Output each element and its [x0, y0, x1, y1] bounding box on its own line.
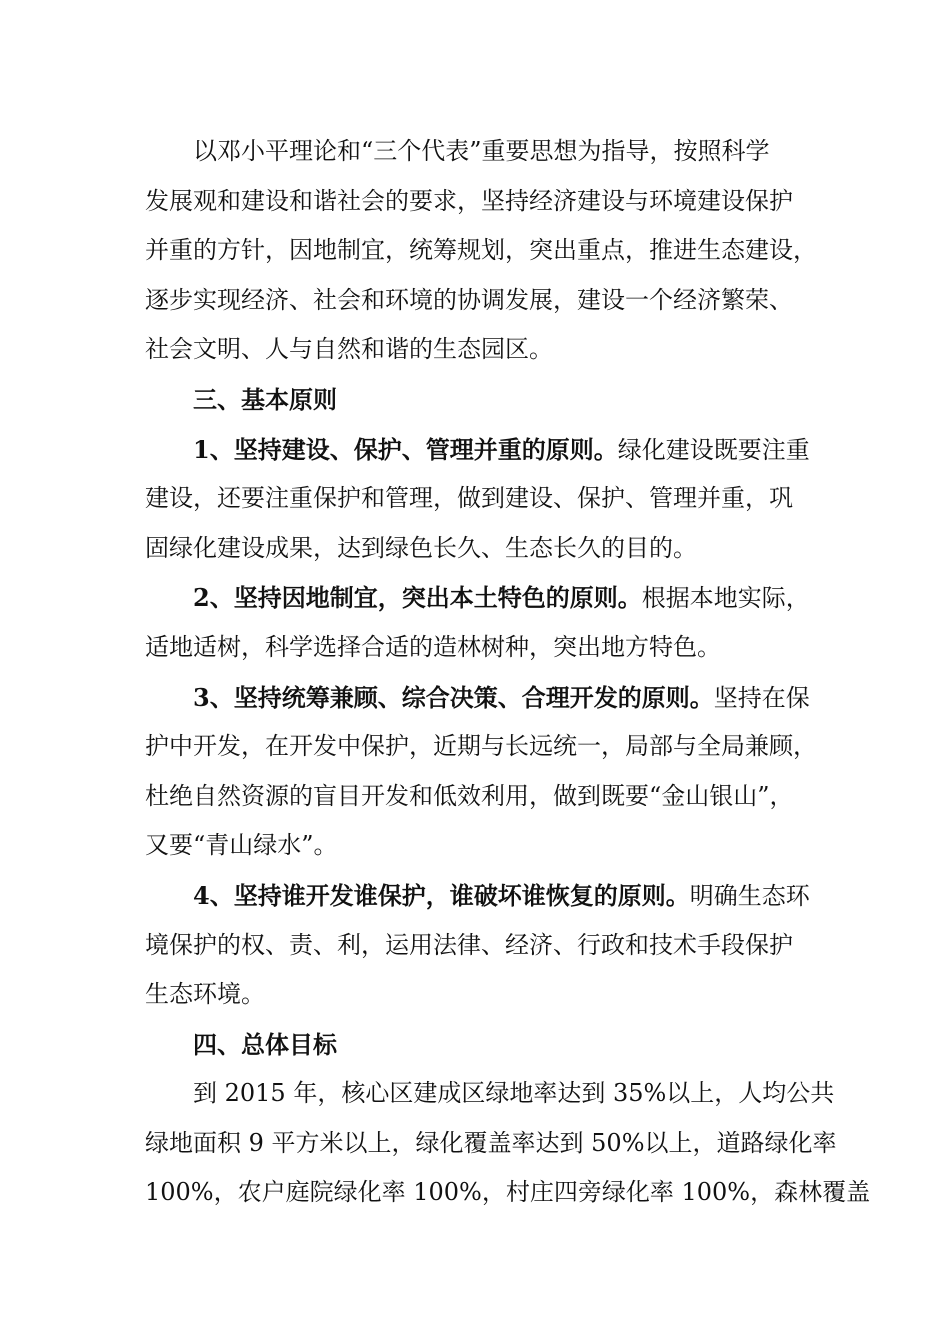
paragraph-line — [145, 325, 825, 375]
line-text: 到 2015 年，核心区建成区绿地率达到 35%以上，人均公共 — [193, 1079, 835, 1108]
line-text: 逐步实现经济、社会和环境的协调发展，建设一个经济繁荣、 — [145, 285, 793, 314]
line-text: 根据本地实际， — [641, 584, 810, 613]
line-text: 社会文明、人与自然和谐的生态园区。 — [145, 335, 553, 364]
paragraph-line — [145, 127, 825, 177]
line-text: 发展观和建设和谐社会的要求，坚持经济建设与环境建设保护 — [145, 186, 793, 215]
principle-3-line — [145, 673, 825, 723]
principle-title: 4、坚持谁开发谁保护，谁破坏谁恢复的原则。 — [193, 880, 690, 910]
line-text: 固绿化建设成果，达到绿色长久、生态长久的目的。 — [145, 533, 697, 562]
paragraph-line — [145, 772, 825, 822]
paragraph-line — [145, 1168, 871, 1218]
line-text: 明确生态环 — [689, 881, 810, 910]
paragraph-line — [145, 1119, 837, 1169]
section-heading-goals — [145, 1020, 825, 1070]
principle-title: 1、坚持建设、保护、管理并重的原则。 — [193, 434, 618, 464]
heading-text: 四、总体目标 — [193, 1029, 337, 1059]
line-text: 杜绝自然资源的盲目开发和低效利用，做到既要“金山银山”， — [145, 781, 794, 810]
line-text: 绿化建设既要注重 — [617, 435, 810, 464]
paragraph-line — [145, 722, 825, 772]
paragraph-line — [145, 276, 825, 326]
principle-title: 2、坚持因地制宜，突出本土特色的原则。 — [193, 583, 642, 613]
paragraph-line — [145, 226, 825, 276]
line-text: 护中开发，在开发中保护，近期与长远统一，局部与全局兼顾， — [145, 732, 817, 761]
paragraph-line — [145, 177, 825, 227]
line-text: 绿地面积 9 平方米以上，绿化覆盖率达到 50%以上，道路绿化率 — [145, 1128, 837, 1157]
principle-1-line — [145, 425, 825, 475]
principle-2-line — [145, 573, 825, 623]
paragraph-line — [145, 524, 825, 574]
document-body — [145, 127, 871, 1218]
principle-4-line — [145, 871, 825, 921]
line-text: 又要“青山绿水”。 — [145, 831, 338, 860]
paragraph-line — [145, 623, 825, 673]
paragraph-line — [145, 970, 825, 1020]
paragraph-line — [145, 1069, 835, 1119]
paragraph-line — [145, 821, 825, 871]
line-text: 并重的方针，因地制宜，统筹规划，突出重点，推进生态建设， — [145, 236, 817, 265]
principle-title: 3、坚持统筹兼顾、综合决策、合理开发的原则。 — [193, 682, 714, 712]
line-text: 生态环境。 — [145, 980, 265, 1009]
line-text: 坚持在保 — [713, 683, 810, 712]
paragraph-line — [145, 921, 825, 971]
paragraph-line — [145, 474, 825, 524]
line-text: 100%，农户庭院绿化率 100%，村庄四旁绿化率 100%，森林覆盖 — [145, 1178, 871, 1207]
line-text: 建设，还要注重保护和管理，做到建设、保护、管理并重，巩 — [145, 484, 793, 513]
line-text: 以邓小平理论和“三个代表”重要思想为指导，按照科学 — [193, 137, 770, 165]
heading-text: 三、基本原则 — [193, 384, 337, 414]
section-heading-principles — [145, 375, 825, 425]
line-text: 适地适树，科学选择合适的造林树种，突出地方特色。 — [145, 632, 721, 661]
line-text: 境保护的权、责、利，运用法律、经济、行政和技术手段保护 — [145, 930, 793, 959]
